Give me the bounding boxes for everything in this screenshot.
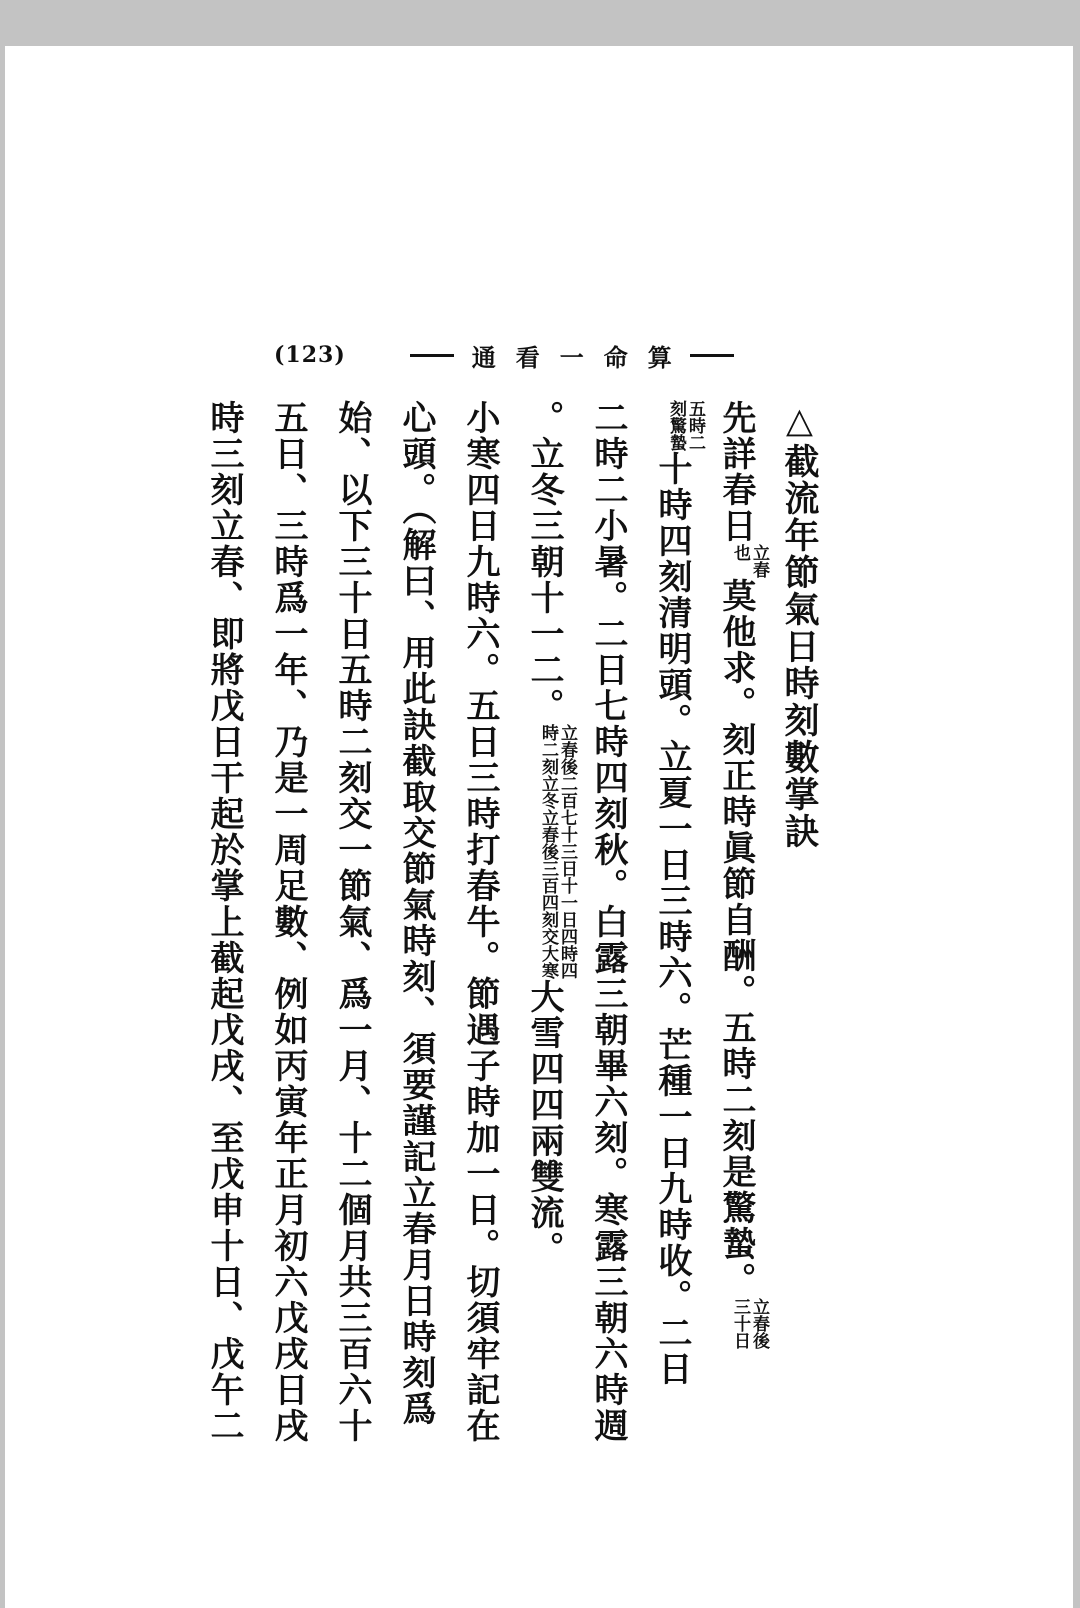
title-char: 一 (559, 342, 584, 372)
page-header (274, 332, 704, 378)
inline-note (730, 1298, 768, 1349)
text-run: 。立冬三朝十一二。 (524, 400, 564, 724)
text-column-6: 心頭。（解曰、用此訣截取交節氣時刻、須要謹記立春月日時刻爲 (396, 400, 436, 1427)
note-line: 也 (730, 544, 750, 561)
text-column-7: 始、以下三十日五時二刻交一節氣、爲一月、十二個月共三百六十 (332, 400, 372, 1444)
title-dash-left (410, 354, 454, 357)
text-column-2 (640, 400, 705, 1387)
text-run: 莫他求。刻正時眞節自酬。五時二刻是驚蟄。 (716, 578, 756, 1298)
inline-note (730, 544, 768, 578)
title-char: 看 (515, 342, 540, 372)
text-column-1 (704, 400, 768, 1360)
section-heading: △截流年節氣日時刻數掌訣 (779, 400, 820, 850)
note-line: 立春後二百七十三日十一日四時四 (557, 724, 577, 979)
text-column-9: 時三刻立春、即將戊日干起於掌上截起戊戌、至戊申十日、戊午二 (204, 400, 244, 1444)
text-column-3: 二時二小暑。二日七時四刻秋。白露三朝畢六刻。寒露三朝六時週 (588, 400, 628, 1444)
note-line: 立春 (749, 544, 769, 578)
note-line: 立春後 (749, 1298, 769, 1349)
title-dash-right (690, 354, 734, 357)
text-run: 大雪四四兩雙流。 (524, 979, 564, 1267)
title-char: 通 (471, 342, 496, 372)
text-run: 先詳春日 (716, 400, 756, 544)
title-char: 命 (603, 342, 628, 372)
note-line: 時二刻立冬立春後三百四刻交大寒 (538, 724, 558, 979)
text-column-5: 小寒四日九時六。五日三時打春牛。節遇子時加一日。切須牢記在 (460, 400, 500, 1444)
inline-note (666, 400, 704, 451)
text-column-8: 五日、三時爲一年、乃是一周足數、例如丙寅年正月初六戊戌日戌 (268, 400, 308, 1444)
text-run: 十時四刻清明頭。立夏一日三時六。芒種一日九時收。二日 (652, 451, 692, 1387)
running-title (402, 338, 742, 373)
page-number: (123) (274, 342, 346, 368)
title-char: 算 (647, 342, 672, 372)
vertical-text-body (192, 400, 830, 1444)
note-line: 刻驚蟄 (666, 400, 686, 451)
inline-note (538, 724, 576, 979)
note-line: 三十日 (730, 1298, 750, 1349)
text-column-4 (512, 400, 576, 1360)
note-line: 五時二 (685, 400, 705, 451)
